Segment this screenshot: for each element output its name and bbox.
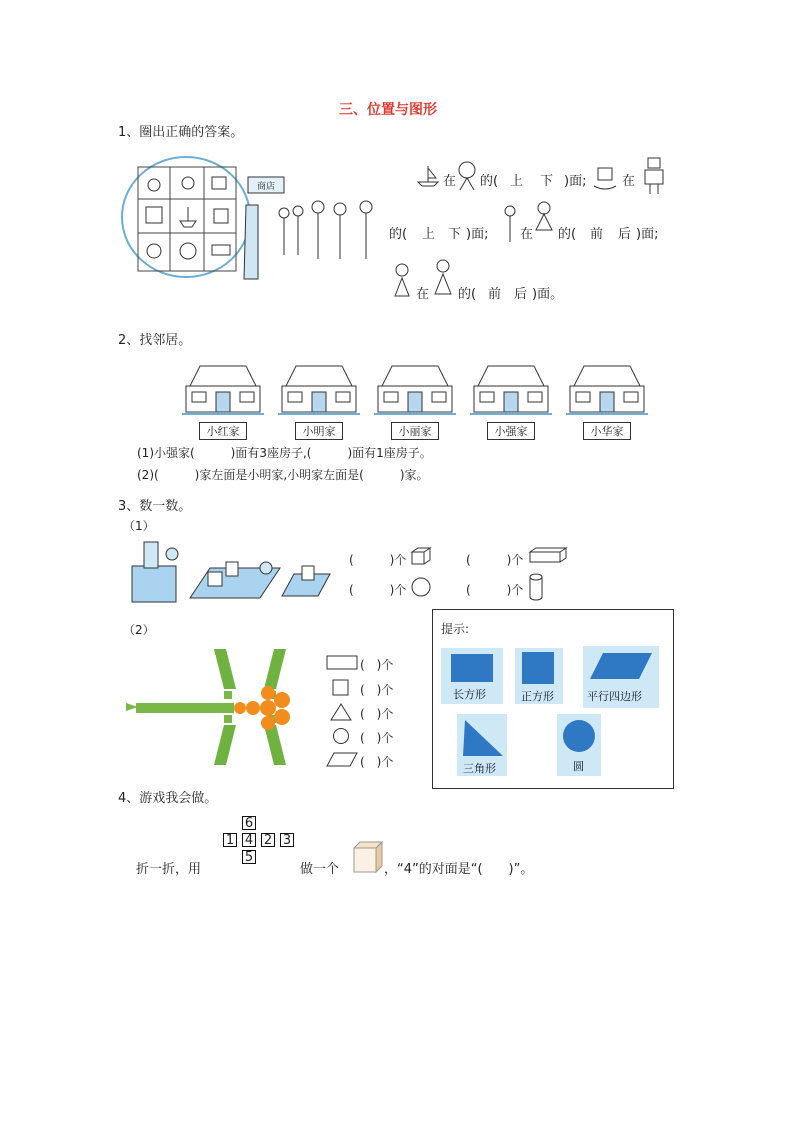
house-label-xiaoqiang: 小强家 xyxy=(487,422,535,440)
wing-parallelogram xyxy=(264,649,286,689)
q1-option-front-2[interactable]: 前 xyxy=(488,287,502,302)
circle-mark xyxy=(234,702,246,714)
shop-sign-text: 商店 xyxy=(256,182,276,192)
q1-option-up-2[interactable]: 上 xyxy=(422,227,436,242)
doll-icon xyxy=(456,160,478,192)
q1-option-back[interactable]: 后 xyxy=(618,227,632,242)
q2-line2: (2)( )家左面是小明家,小明家左面是( )家。 xyxy=(137,468,429,482)
q1-l1-de: 的( xyxy=(480,174,499,189)
box-icon xyxy=(146,207,162,223)
house-icon xyxy=(372,362,458,418)
q1-option-up[interactable]: 上 xyxy=(510,174,524,189)
square-icon xyxy=(332,679,350,697)
house-label-xiaoli: 小丽家 xyxy=(391,422,439,440)
hint-title: 提示: xyxy=(441,622,470,636)
car-icon xyxy=(212,245,230,255)
house-icon xyxy=(180,362,266,418)
q3-sub1: （1） xyxy=(123,519,155,533)
q1-option-front[interactable]: 前 xyxy=(590,227,604,242)
hint-card-square xyxy=(515,648,563,704)
hint-label-square: 正方形 xyxy=(521,690,554,703)
hint-card-rectangle xyxy=(441,648,503,704)
sphere-icon xyxy=(410,576,432,598)
q1-l2-zai: 在 xyxy=(520,227,534,242)
cylinder-icon xyxy=(302,566,314,580)
house-label-xiaohong: 小红家 xyxy=(199,422,247,440)
count-square: ( )个 xyxy=(360,683,394,697)
house-icon xyxy=(468,362,554,418)
sphere-icon xyxy=(260,562,272,574)
rocket-shapes-illustration xyxy=(122,645,302,767)
block-icon xyxy=(132,566,176,602)
girl-icon xyxy=(390,262,414,312)
q1-l3-de: 的( xyxy=(458,287,477,302)
robot-icon xyxy=(640,156,668,196)
house-icon xyxy=(276,362,362,418)
q2-line1: (1)小强家( )面有3座房子,( )面有1座房子。 xyxy=(137,446,432,460)
net-face-2: 2 xyxy=(261,833,275,847)
q4-text-b: 做一个 xyxy=(300,862,340,877)
q4-text-a: 折一折，用 xyxy=(136,862,202,877)
rocking-horse-icon xyxy=(590,160,620,192)
q2-heading: 2、找邻居。 xyxy=(118,333,192,348)
q1-option-down-2[interactable]: 下 xyxy=(448,227,462,242)
cube-icon xyxy=(226,562,238,576)
wing-parallelogram xyxy=(264,725,286,765)
rocking-horse-icon xyxy=(147,244,161,258)
cube-icon xyxy=(214,209,228,223)
rectangle-shape xyxy=(451,654,493,682)
net-face-bottom: 5 xyxy=(242,850,256,864)
net-face-top: 6 xyxy=(242,816,256,830)
house-label-xiaoming: 小明家 xyxy=(295,422,343,440)
parallelogram-icon xyxy=(326,752,358,768)
circle-mark xyxy=(260,700,276,716)
child-icon xyxy=(500,204,520,244)
wing-parallelogram xyxy=(214,649,236,689)
ball-icon xyxy=(180,243,196,259)
q3-row1b: ( )个 xyxy=(466,553,524,567)
count-parallelogram: ( )个 xyxy=(360,755,394,769)
hint-label-circle: 圆 xyxy=(573,760,584,773)
circle-shape xyxy=(563,720,595,752)
q3-heading: 3、数一数。 xyxy=(118,499,192,514)
net-face-1: 1 xyxy=(223,833,237,847)
circle-mark xyxy=(246,701,260,715)
q1-l2-de: 的( xyxy=(558,227,577,242)
house-icon xyxy=(564,362,650,418)
q1-l1-end: )面; xyxy=(564,174,587,189)
sailboat-icon xyxy=(414,164,442,188)
q1-l2-end2: )面; xyxy=(636,227,659,242)
girl-icon xyxy=(532,200,556,244)
doll-icon xyxy=(182,177,194,189)
q4-heading: 4、游戏我会做。 xyxy=(118,791,218,806)
toy-icon xyxy=(148,179,160,191)
wing-parallelogram xyxy=(214,725,236,765)
sphere-icon xyxy=(166,548,178,560)
q1-l1-zai2: 在 xyxy=(622,174,636,189)
house-label-xiaohua: 小华家 xyxy=(583,422,631,440)
cuboid-icon xyxy=(528,546,568,564)
circle-mark xyxy=(274,709,290,725)
q3-row1a: ( )个 xyxy=(349,553,407,567)
houses-row xyxy=(180,362,680,442)
rectangle-icon xyxy=(326,655,358,671)
hint-card-triangle xyxy=(457,714,507,776)
hint-box xyxy=(432,609,674,789)
shop-door xyxy=(244,205,258,279)
cube-icon xyxy=(208,572,222,586)
q1-l2-start: 的( xyxy=(389,227,408,242)
hint-label-rectangle: 长方形 xyxy=(453,688,486,701)
circle-mark xyxy=(274,692,290,708)
cylinder-icon xyxy=(144,542,158,568)
net-face-3: 3 xyxy=(280,833,294,847)
q1-option-down[interactable]: 下 xyxy=(540,174,554,189)
girl-holding-icon xyxy=(430,258,456,312)
hint-label-triangle: 三角形 xyxy=(463,762,496,775)
count-triangle: ( )个 xyxy=(360,707,394,721)
q3-row2a: ( )个 xyxy=(349,583,407,597)
q1-option-back-2[interactable]: 后 xyxy=(514,287,528,302)
circle-mark xyxy=(261,716,275,730)
children-queue-icon xyxy=(279,201,372,259)
triangle-icon xyxy=(330,703,352,721)
q1-l2-end: )面; xyxy=(466,227,489,242)
q4-text-c: ，“4”的对面是“( )”。 xyxy=(384,862,534,877)
circle-mark xyxy=(261,686,275,700)
triangle-shape xyxy=(461,718,505,758)
count-circle: ( )个 xyxy=(360,731,394,745)
boat-icon xyxy=(180,207,196,227)
parallelogram-shape xyxy=(589,652,653,680)
q1-l3-end: )面。 xyxy=(532,287,564,302)
q1-shelf-illustration xyxy=(118,155,388,285)
cube-icon xyxy=(352,840,384,874)
phone-icon xyxy=(212,177,226,189)
cube-icon xyxy=(410,546,432,566)
q3-row2b: ( )个 xyxy=(466,583,524,597)
square-shape xyxy=(522,652,554,684)
q1-heading: 1、圈出正确的答案。 xyxy=(118,125,244,140)
solids-illustration xyxy=(130,538,342,606)
body-rectangle xyxy=(136,703,234,713)
hint-label-parallelogram: 平行四边形 xyxy=(587,690,642,703)
count-rectangle: ( )个 xyxy=(360,658,394,672)
hint-card-circle xyxy=(557,714,601,776)
net-face-4: 4 xyxy=(242,833,256,847)
cylinder-icon xyxy=(528,572,544,602)
q1-l3-zai: 在 xyxy=(416,287,430,302)
q1-l1-zai: 在 xyxy=(443,174,457,189)
circle-icon xyxy=(332,727,350,745)
cube-net xyxy=(223,816,299,868)
hint-card-parallelogram xyxy=(583,646,659,708)
q3-sub2: （2） xyxy=(123,623,155,637)
page-title: 三、位置与图形 xyxy=(339,102,437,118)
